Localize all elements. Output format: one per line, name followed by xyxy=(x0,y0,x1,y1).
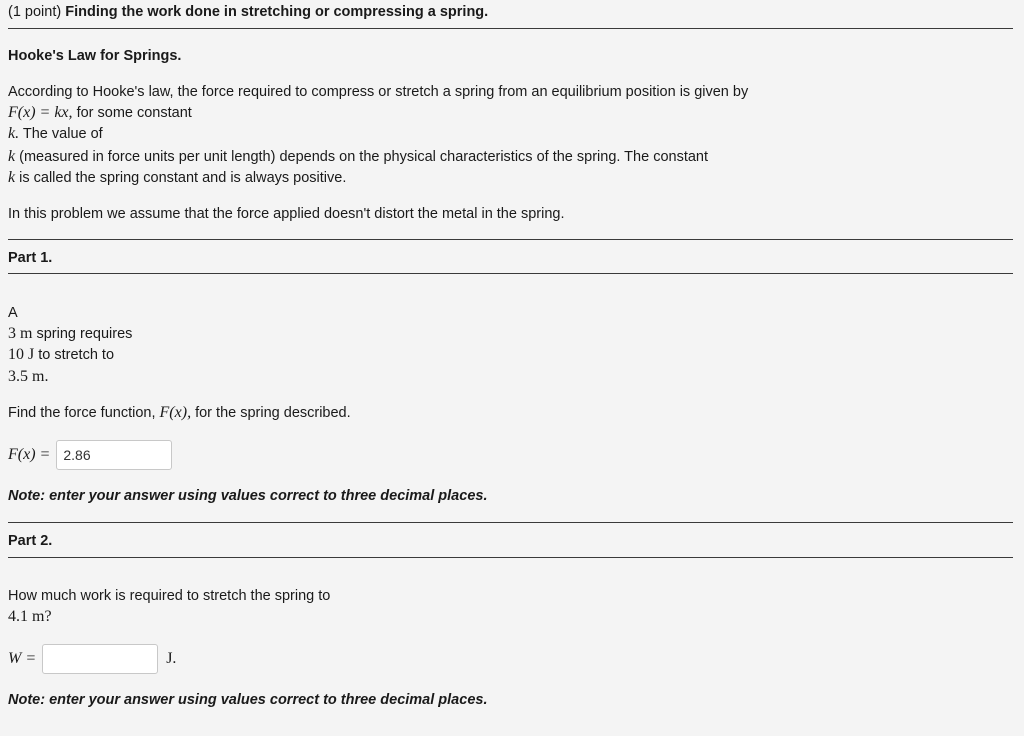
part2-target: 4.1 m? xyxy=(8,608,52,625)
k-symbol: k. xyxy=(8,125,20,142)
part1-work-text: to stretch to xyxy=(38,347,115,363)
part1-bottom-divider xyxy=(8,273,1013,274)
points-label: (1 point) xyxy=(8,4,62,20)
part1-line-target xyxy=(8,368,48,386)
intro-line-4 xyxy=(8,148,708,166)
spring-length: 3 m xyxy=(8,325,33,342)
force-answer-input[interactable] xyxy=(56,440,172,470)
target-length: 3.5 m. xyxy=(8,368,49,385)
k-symbol: k xyxy=(8,148,16,165)
intro-line-5-text: is called the spring constant and is always positive. xyxy=(19,170,347,186)
assumption-text: In this problem we assume that the force applied doesn't distort the metal in the spring. xyxy=(8,206,565,222)
intro-line-1: According to Hooke's law, the force required to compress or stretch a spring from an equilibrium position is given by xyxy=(8,84,749,100)
part2-answer-label: W = xyxy=(8,650,37,667)
intro-line-3 xyxy=(8,125,103,143)
part1-line-work xyxy=(8,346,114,364)
header-divider xyxy=(8,28,1013,29)
intro-line-5 xyxy=(8,169,346,187)
part2-bottom-divider xyxy=(8,557,1013,558)
part1-length-text: spring requires xyxy=(36,326,133,342)
work-answer-input[interactable] xyxy=(42,644,158,674)
intro-line-2-text: for some constant xyxy=(76,105,192,121)
part2-top-divider xyxy=(8,522,1013,523)
work-amount: 10 J xyxy=(8,346,35,363)
intro-line-3-text: The value of xyxy=(22,126,103,142)
part2-question: How much work is required to stretch the spring to xyxy=(8,588,331,604)
intro-line-2 xyxy=(8,104,192,122)
part1-answer-label: F(x) = xyxy=(8,446,51,463)
work-unit: J. xyxy=(166,650,177,667)
part1-question xyxy=(8,404,351,422)
part1-answer-row xyxy=(8,440,172,470)
part2-note: Note: enter your answer using values correct to three decimal places. xyxy=(8,692,488,708)
intro-line-4-text: (measured in force units per unit length) depends on the physical characteristics of the spring. The constant xyxy=(19,149,709,165)
part1-question-tail: for the spring described. xyxy=(195,405,351,421)
problem-header xyxy=(8,4,488,20)
part1-article: A xyxy=(8,305,18,321)
k-symbol: k xyxy=(8,169,16,186)
part1-question-head: Find the force function, xyxy=(8,405,156,421)
problem-title: Finding the work done in stretching or compressing a spring. xyxy=(65,4,489,20)
part1-top-divider xyxy=(8,239,1013,240)
part2-answer-row xyxy=(8,644,176,674)
intro-heading: Hooke's Law for Springs. xyxy=(8,48,182,64)
part1-heading: Part 1. xyxy=(8,250,53,266)
force-function-symbol: F(x), xyxy=(159,404,192,421)
part1-note: Note: enter your answer using values correct to three decimal places. xyxy=(8,488,488,504)
part1-line-length xyxy=(8,325,132,343)
part2-target-line xyxy=(8,608,52,626)
part2-heading: Part 2. xyxy=(8,533,53,549)
hooke-formula: F(x) = kx, xyxy=(8,104,73,121)
